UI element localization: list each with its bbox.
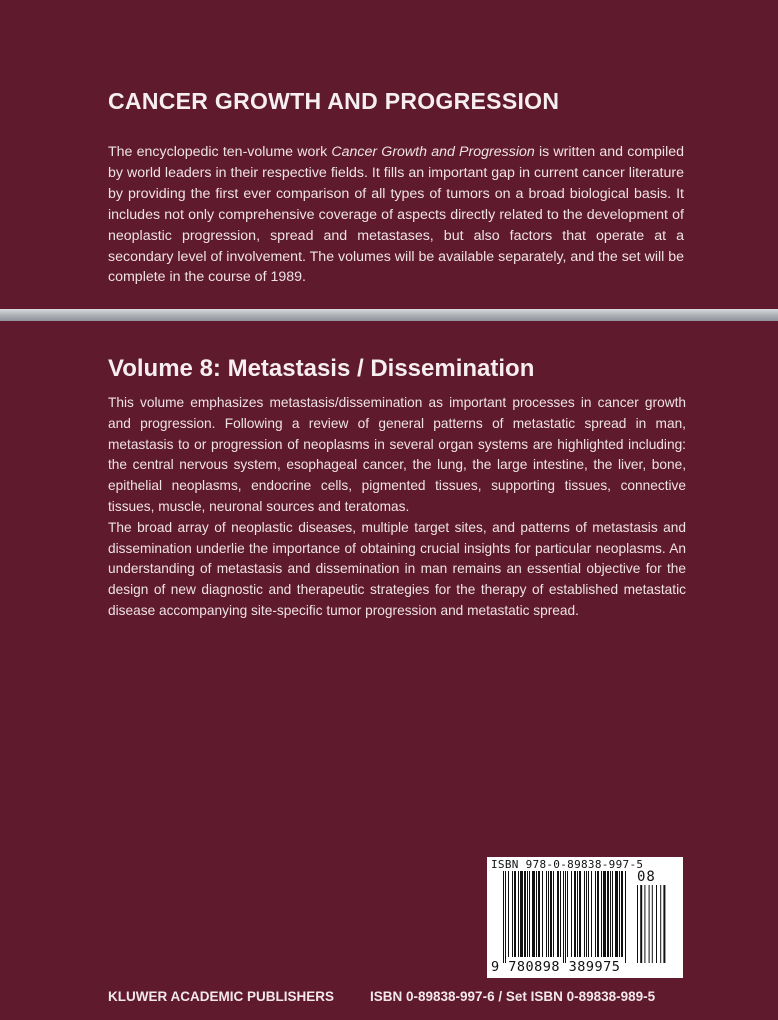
barcode-bar — [603, 871, 606, 957]
barcode-addon-bar — [656, 885, 657, 963]
barcode-bar — [595, 871, 596, 957]
volume-title: Volume 8: Metastasis / Dissemination — [108, 355, 535, 382]
volume-paragraph: This volume emphasizes metastasis/dissemination as important processes in cancer growth and progression. Following a review of general patterns of metastatic spread in man, metastasis to or progression of neoplasms in several organ systems are highlighted including: the central nervous system, esophageal cancer, the lung, the large intestine, the liver, bone, epithelial neoplasms, endocrine cells, pigmented tissues, supporting tissues, connective tissues, muscle, neuronal sources and teratomas. — [108, 395, 686, 514]
barcode-bar — [586, 871, 587, 957]
barcode-bar — [577, 871, 578, 957]
barcode-bar — [505, 871, 506, 963]
barcode-bar — [524, 871, 526, 957]
volume-description — [108, 393, 686, 622]
barcode-bar — [579, 871, 581, 957]
barcode-bar — [529, 871, 530, 957]
barcode-bar — [557, 871, 559, 957]
barcode-bar — [574, 871, 576, 957]
series-description-rest: is written and compiled by world leaders in their respective fields. It fills an important gap in current cancer literature by providing the first ever comparison of all types of tumors on a broad biological basis. It includes not only comprehensive coverage of aspects directly related to the development of neoplastic progression, spread and metastases, but also factors that operate at a secondary level of involvement. The volumes will be available separately, and the set will be complete in the course of 1989. — [108, 144, 684, 286]
barcode-bar — [565, 871, 566, 963]
barcode-bar — [563, 871, 564, 963]
barcode-bar — [550, 871, 552, 957]
barcode-bar — [546, 871, 547, 957]
barcode-addon-bar — [660, 885, 661, 963]
barcode-addon-bar — [640, 885, 642, 963]
barcode-bar — [542, 871, 543, 957]
barcode-label — [487, 857, 683, 978]
volume-paragraph: The broad array of neoplastic diseases, multiple target sites, and patterns of metastasis and dissemination underlie the importance of obtaining crucial insights for particular neoplasms. An understanding of metastasis and dissemination in man remains an essential objective for the design of new diagnostic and therapeutic strategies for the therapy of established metastatic disease accompanying site-specific tumor progression and metastatic spread. — [108, 519, 686, 618]
barcode-bar — [553, 871, 554, 957]
barcode-bar — [527, 871, 528, 957]
barcode-bar — [567, 871, 568, 957]
barcode-bar — [607, 871, 609, 957]
section-divider — [0, 309, 778, 321]
barcode-bar — [538, 871, 540, 957]
barcode-bar — [615, 871, 618, 957]
barcode-bar — [612, 871, 613, 957]
barcode-bar — [610, 871, 611, 957]
barcode-addon-bar — [652, 885, 653, 963]
barcode-bar — [512, 871, 513, 957]
series-title: CANCER GROWTH AND PROGRESSION — [108, 88, 560, 114]
barcode-addon-bar — [637, 885, 638, 963]
publisher-name: KLUWER ACADEMIC PUBLISHERS — [108, 989, 334, 1004]
barcode-bar — [619, 871, 620, 957]
barcode-bar — [514, 871, 516, 957]
barcode-bar — [597, 871, 599, 957]
barcode-bar — [591, 871, 592, 957]
barcode-bar — [588, 871, 589, 957]
series-description-italic-title: Cancer Growth and Progression — [331, 144, 535, 160]
barcode-bar — [532, 871, 535, 957]
barcode-bar — [571, 871, 572, 957]
barcode-bar — [548, 871, 549, 957]
barcode-bar — [601, 871, 602, 957]
series-description — [108, 142, 684, 288]
barcode-bar — [536, 871, 537, 957]
barcode-addon-digits: 08 — [637, 869, 656, 885]
barcode-bar — [621, 871, 623, 957]
barcode-addon-bar — [644, 885, 645, 963]
isbn-line: ISBN 0-89838-997-6 / Set ISBN 0-89838-989-5 — [370, 989, 656, 1004]
barcode-bar — [560, 871, 561, 957]
barcode-bar — [584, 871, 585, 957]
barcode-bar — [625, 871, 626, 963]
barcode-bar — [518, 871, 519, 957]
barcode-isbn-text: ISBN 978-0-89838-997-5 — [491, 858, 644, 871]
barcode-addon-bar — [663, 885, 665, 963]
barcode-addon-bar — [649, 885, 650, 963]
barcode-bar — [520, 871, 523, 957]
barcode-bar — [503, 871, 504, 963]
barcode-bar — [508, 871, 509, 957]
barcode-digits: 9 780898 389975 — [491, 959, 621, 975]
series-description-lead: The encyclopedic ten-volume work — [108, 144, 332, 160]
